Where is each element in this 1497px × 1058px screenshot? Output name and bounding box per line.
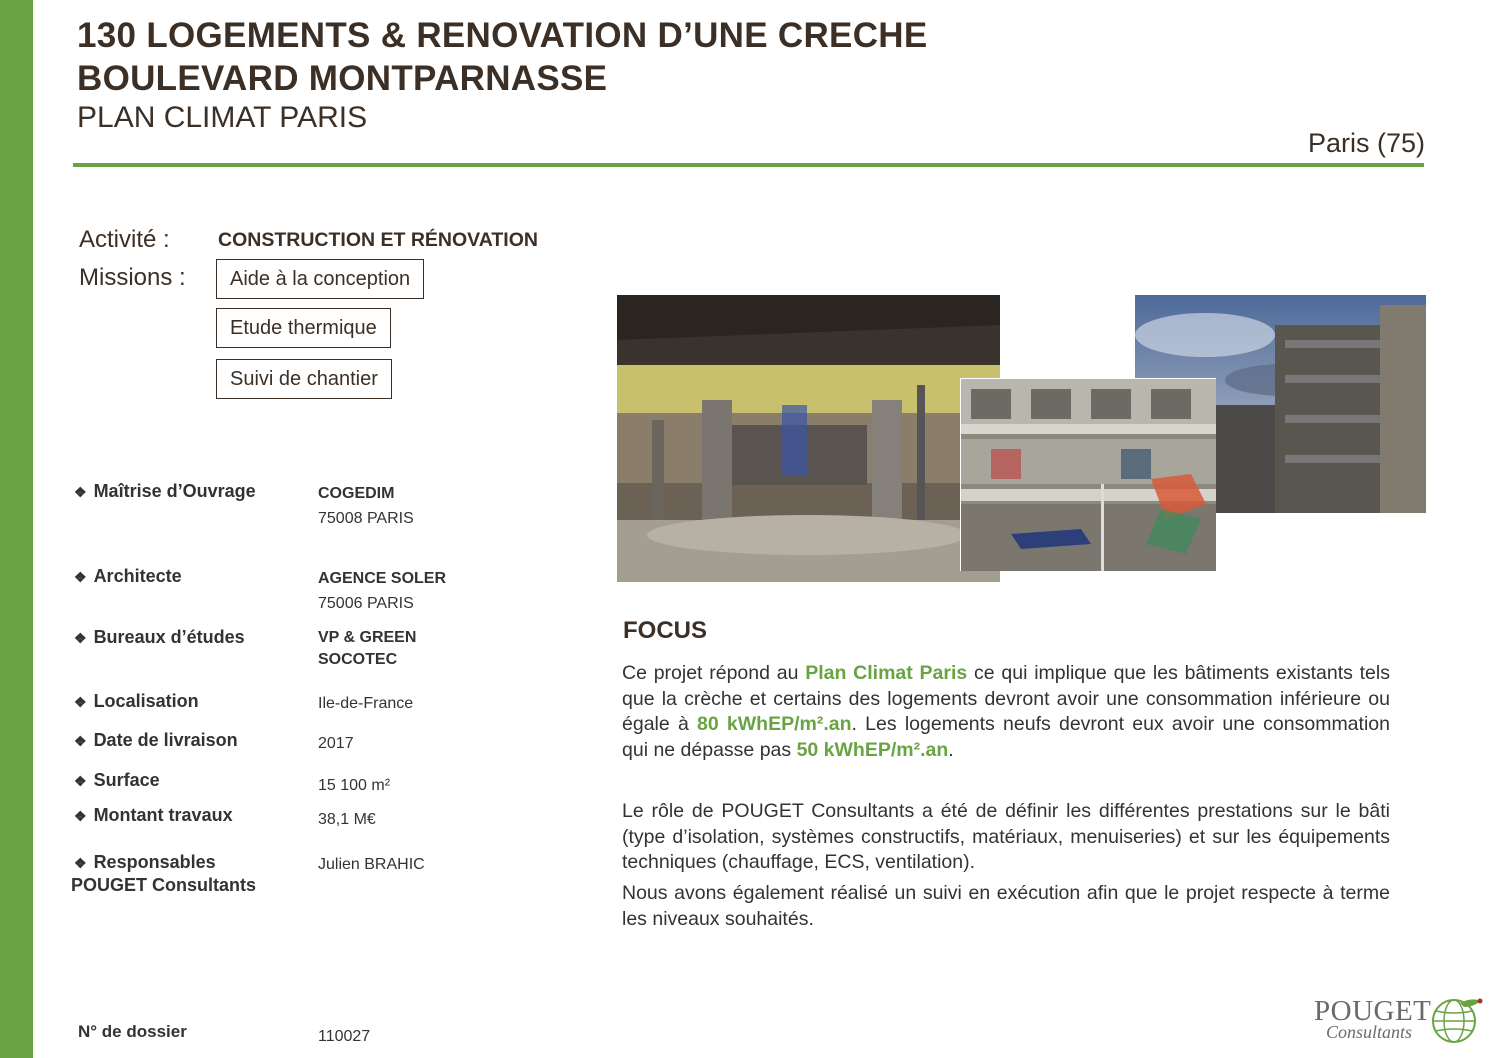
detail-value: COGEDIM [318, 485, 395, 502]
header-divider [73, 163, 1424, 167]
detail-label: ❖ Localisation [74, 691, 199, 711]
missions-label: Missions : [79, 264, 186, 291]
diamond-bullet-icon: ❖ [74, 808, 87, 824]
detail-value: 15 100 m² [318, 777, 391, 794]
focus-paragraph-1: Ce projet répond au Plan Climat Paris ce qui implique que les bâtiments existants tels que la crèche et certains des logements devront avoir une consommation inférieure ou égale à 80 kWhEP/m².an. Les logements neufs devront eux avoir une consommation qui ne dépasse pas 50 kWhEP/m².an. [622, 662, 1390, 761]
detail-value: Ile-de-France [318, 695, 414, 712]
detail-label: ❖ Bureaux d’études [74, 627, 245, 647]
mission-box: Suivi de chantier [216, 359, 392, 399]
site-photo-interior [617, 295, 1000, 582]
page-title-line2: BOULEVARD MONTPARNASSE [77, 59, 608, 98]
detail-label: ❖ Montant travaux [74, 805, 233, 825]
detail-value: 2017 [318, 735, 354, 752]
consumption-80-highlight: 80 kWhEP/m².an [697, 713, 852, 735]
dossier-label: N° de dossier [78, 1022, 187, 1041]
focus-paragraph-2: Le rôle de POUGET Consultants a été de définir les différentes prestations sur le bâti (type d’isolation, systèmes constructifs, matériaux, menuiseries) et sur les équipements techniques (chauffage, ECS, ventilation). [622, 800, 1390, 873]
detail-value: Julien BRAHIC [318, 856, 425, 873]
diamond-bullet-icon: ❖ [74, 694, 87, 710]
detail-value: 38,1 M€ [318, 811, 376, 828]
logo-name: POUGET [1314, 995, 1432, 1027]
page-subtitle: PLAN CLIMAT PARIS [77, 101, 368, 134]
globe-icon [1430, 995, 1484, 1045]
detail-label: ❖ Maîtrise d’Ouvrage [74, 481, 256, 501]
mission-box: Etude thermique [216, 308, 391, 348]
activity-value: CONSTRUCTION ET RÉNOVATION [218, 229, 538, 251]
mission-box: Aide à la conception [216, 259, 424, 299]
location-label: Paris (75) [1307, 128, 1425, 158]
focus-paragraph-3: Nous avons également réalisé un suivi en exécution afin que le projet respecte à terme les niveaux souhaités. [622, 882, 1390, 930]
consumption-50-highlight: 50 kWhEP/m².an [796, 738, 949, 761]
detail-value: AGENCE SOLER [318, 570, 447, 587]
side-accent-bar [0, 0, 33, 1058]
diamond-bullet-icon: ❖ [74, 733, 87, 749]
diamond-bullet-icon: ❖ [74, 773, 87, 789]
plan-climat-highlight: Plan Climat Paris [805, 662, 968, 684]
site-photo-courtyard [960, 378, 1216, 571]
detail-label: ❖ Responsables [74, 852, 216, 872]
diamond-bullet-icon: ❖ [74, 630, 87, 646]
detail-value: 75006 PARIS [318, 595, 414, 612]
detail-label: ❖ Surface [74, 770, 160, 790]
activity-label: Activité : [79, 226, 170, 253]
page-title-line1: 130 LOGEMENTS & RENOVATION D’UNE CRECHE [77, 16, 928, 55]
diamond-bullet-icon: ❖ [74, 569, 87, 585]
detail-value: SOCOTEC [318, 651, 398, 668]
focus-heading: FOCUS [623, 617, 707, 644]
logo-tagline: Consultants [1326, 1022, 1413, 1042]
diamond-bullet-icon: ❖ [74, 484, 87, 500]
detail-label: POUGET Consultants [71, 875, 257, 895]
detail-value: 75008 PARIS [318, 510, 414, 527]
detail-label: ❖ Date de livraison [74, 730, 238, 750]
dossier-number: 110027 [318, 1028, 371, 1045]
detail-label: ❖ Architecte [74, 566, 182, 586]
pouget-logo [1312, 995, 1487, 1045]
detail-value: VP & GREEN [318, 629, 417, 646]
diamond-bullet-icon: ❖ [74, 855, 87, 871]
